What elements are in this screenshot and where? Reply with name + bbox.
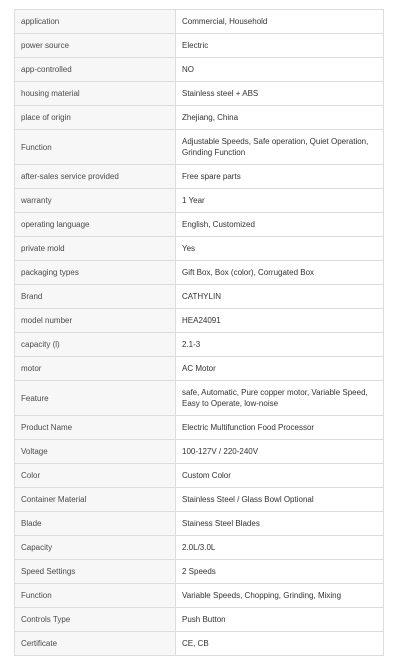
spec-value: Stainess Steel Blades [176,512,384,536]
spec-value: Variable Speeds, Chopping, Grinding, Mixing [176,584,384,608]
spec-key: power source [15,34,176,58]
spec-key: private mold [15,237,176,261]
spec-key: warranty [15,189,176,213]
spec-key: model number [15,309,176,333]
spec-row-capacity-l [15,333,384,357]
spec-key: Feature [15,381,176,416]
spec-value: Electric [176,34,384,58]
spec-key: Function [15,584,176,608]
spec-row-product-name [15,416,384,440]
spec-value: NO [176,58,384,82]
spec-row-power-source [15,34,384,58]
spec-value: Yes [176,237,384,261]
spec-row-brand [15,285,384,309]
product-spec-table [14,9,384,656]
spec-key: Certificate [15,632,176,656]
spec-key: Speed Settings [15,560,176,584]
spec-value: English, Customized [176,213,384,237]
spec-key: Brand [15,285,176,309]
spec-value: 2 Speeds [176,560,384,584]
spec-key: Color [15,464,176,488]
spec-value: Free spare parts [176,165,384,189]
spec-key: capacity (l) [15,333,176,357]
spec-value: Zhejiang, China [176,106,384,130]
spec-value: CATHYLIN [176,285,384,309]
spec-row-place-of-origin [15,106,384,130]
spec-value: Custom Color [176,464,384,488]
spec-key: motor [15,357,176,381]
spec-value: AC Motor [176,357,384,381]
spec-row-model-number [15,309,384,333]
spec-value: Push Button [176,608,384,632]
spec-value: 2.1-3 [176,333,384,357]
spec-value: 1 Year [176,189,384,213]
spec-key: Voltage [15,440,176,464]
spec-row-container-material [15,488,384,512]
spec-row-after-sales-service [15,165,384,189]
spec-key: operating language [15,213,176,237]
spec-row-function [15,130,384,165]
spec-row-housing-material [15,82,384,106]
spec-row-controls-type [15,608,384,632]
spec-key: Product Name [15,416,176,440]
spec-value: HEA24091 [176,309,384,333]
spec-value: 100-127V / 220-240V [176,440,384,464]
spec-row-blade [15,512,384,536]
spec-key: Capacity [15,536,176,560]
spec-key: application [15,10,176,34]
spec-value: Gift Box, Box (color), Corrugated Box [176,261,384,285]
spec-row-color [15,464,384,488]
spec-row-operating-language [15,213,384,237]
spec-key: app-controlled [15,58,176,82]
spec-value: Adjustable Speeds, Safe operation, Quiet Operation, Grinding Function [176,130,384,165]
spec-key: after-sales service provided [15,165,176,189]
spec-value: 2.0L/3.0L [176,536,384,560]
spec-row-function-2 [15,584,384,608]
spec-value: Electric Multifunction Food Processor [176,416,384,440]
spec-key: housing material [15,82,176,106]
spec-value: Stainless Steel / Glass Bowl Optional [176,488,384,512]
spec-row-certificate [15,632,384,656]
spec-key: packaging types [15,261,176,285]
spec-row-motor [15,357,384,381]
spec-key: Container Material [15,488,176,512]
spec-key: Blade [15,512,176,536]
spec-value: safe, Automatic, Pure copper motor, Variable Speed, Easy to Operate, low-noise [176,381,384,416]
spec-row-speed-settings [15,560,384,584]
spec-row-feature [15,381,384,416]
spec-row-application [15,10,384,34]
spec-key: place of origin [15,106,176,130]
spec-value: Stainless steel + ABS [176,82,384,106]
spec-row-warranty [15,189,384,213]
spec-row-packaging-types [15,261,384,285]
spec-value: CE, CB [176,632,384,656]
spec-row-capacity [15,536,384,560]
spec-value: Commercial, Household [176,10,384,34]
spec-key: Function [15,130,176,165]
spec-key: Controls Type [15,608,176,632]
spec-row-app-controlled [15,58,384,82]
spec-row-private-mold [15,237,384,261]
spec-row-voltage [15,440,384,464]
